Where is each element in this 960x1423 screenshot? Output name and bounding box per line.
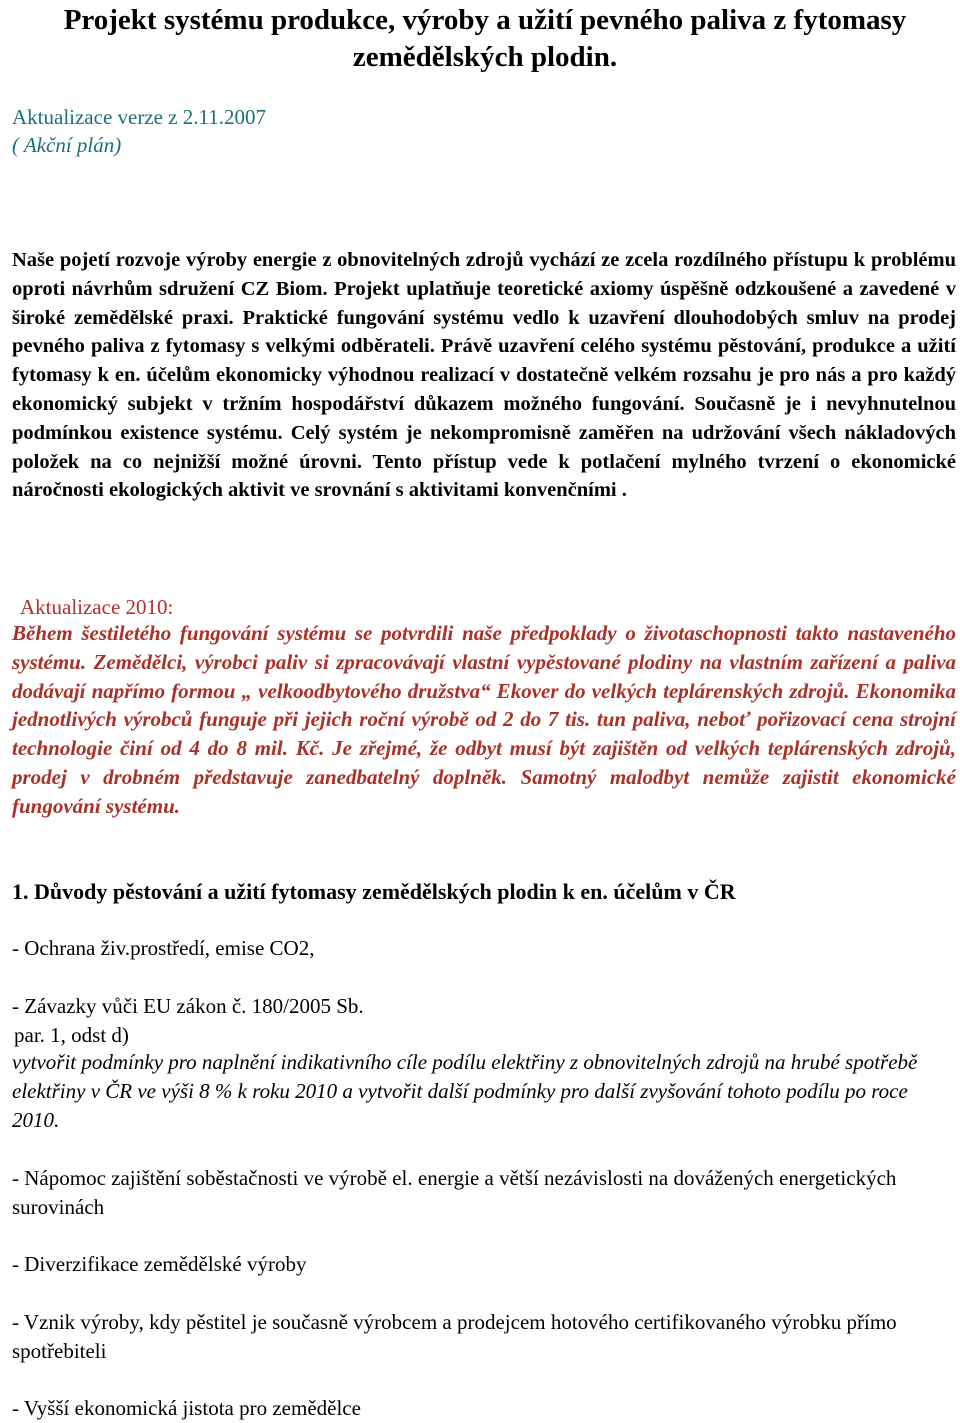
- list-item-eu-obligations: - Závazky vůči EU zákon č. 180/2005 Sb.: [12, 994, 364, 1018]
- list-item-energy-independence: - Nápomoc zajištění soběstačnosti ve výrobě el. energie a větší nezávislosti na dovážených energetických surovinách: [12, 1166, 897, 1219]
- list-item-diversification: - Diverzifikace zemědělské výroby: [12, 1252, 307, 1276]
- update-2010-paragraph: Během šestiletého fungování systému se potvrdili naše předpoklady o životaschopnosti takto nastaveného systému. Zemědělci, výrobci paliv si zpracovávají vlastní vypěstované plodiny na vlastním zařízení a paliva dodávají napřímo formou „ velkoodbytového družstva“ Ekover do velkých teplárenských zdrojů. Ekonomika jednotlivých výrobců funguje při jejich roční výrobě od 2 do 7 tis. tun paliva, neboť pořizovací cena strojní technologie činí od 4 do 8 mil. Kč. Je zřejmé, že odbyt musí být zajištěn od velkých teplárenských zdrojů, prodej v drobném představuje zanedbatelný doplněk. Samotný malodbyt nemůže zajistit ekonomické fungování systému.: [12, 621, 956, 818]
- law-paragraph-reference: par. 1, odst d): [14, 1023, 129, 1047]
- section-1-heading: 1. Důvody pěstování a užití fytomasy zemědělských plodin k en. účelům v ČR: [12, 879, 736, 904]
- list-item-producer-seller: - Vznik výroby, kdy pěstitel je současně výrobcem a prodejcem hotového certifikovaného výrobku přímo spotřebiteli: [12, 1310, 897, 1363]
- action-plan-label: ( Akční plán): [12, 133, 122, 157]
- intro-paragraph: Naše pojetí rozvoje výroby energie z obnovitelných zdrojů vychází ze zcela rozdílného přístupu k problému oproti návrhům sdružení CZ Biom. Projekt uplatňuje teoretické axiomy úspěšně odzkoušené a zavedené v široké zemědělské praxi. Praktické fungování systému vedlo k uzavření dlouhodobých smluv na prodej pevného paliva z fytomasy s velkými odběrateli. Právě uzavření celého systému pěstování, produkce a užití fytomasy k en. účelům ekonomicky výhodnou realizací v dostatečně velkém rozsahu je pro nás a pro každý ekonomický subjekt v tržním hospodářství důkazem možného fungování. Současně je i nevyhnutelnou podmínkou existence systému. Celý systém je nekompromisně zaměřen na udržování všech nákladových položek na co nejnižší možné úrovni. Tento přístup vede k potlačení mylného tvrzení o ekonomické náročnosti ekologických aktivit ve srovnání s aktivitami konvenčními .: [12, 249, 956, 502]
- list-item-economic-security: - Vyšší ekonomická jistota pro zemědělce: [12, 1396, 361, 1420]
- list-item-environment: - Ochrana živ.prostředí, emise CO2,: [12, 936, 315, 960]
- law-quote: vytvořit podmínky pro naplnění indikativního cíle podílu elektřiny z obnovitelných zdrojů na hrubé spotřebě elektřiny v ČR ve výši 8 % k roku 2010 a vytvořit další podmínky pro další zvyšování tohoto podílu po roce 2010.: [12, 1050, 918, 1132]
- update-2010-heading: Aktualizace 2010:: [20, 595, 174, 619]
- version-update-line: Aktualizace verze z 2.11.2007: [12, 105, 267, 129]
- document-title: Projekt systému produkce, výroby a užití pevného paliva z fytomasy zemědělských plodin.: [63, 4, 907, 73]
